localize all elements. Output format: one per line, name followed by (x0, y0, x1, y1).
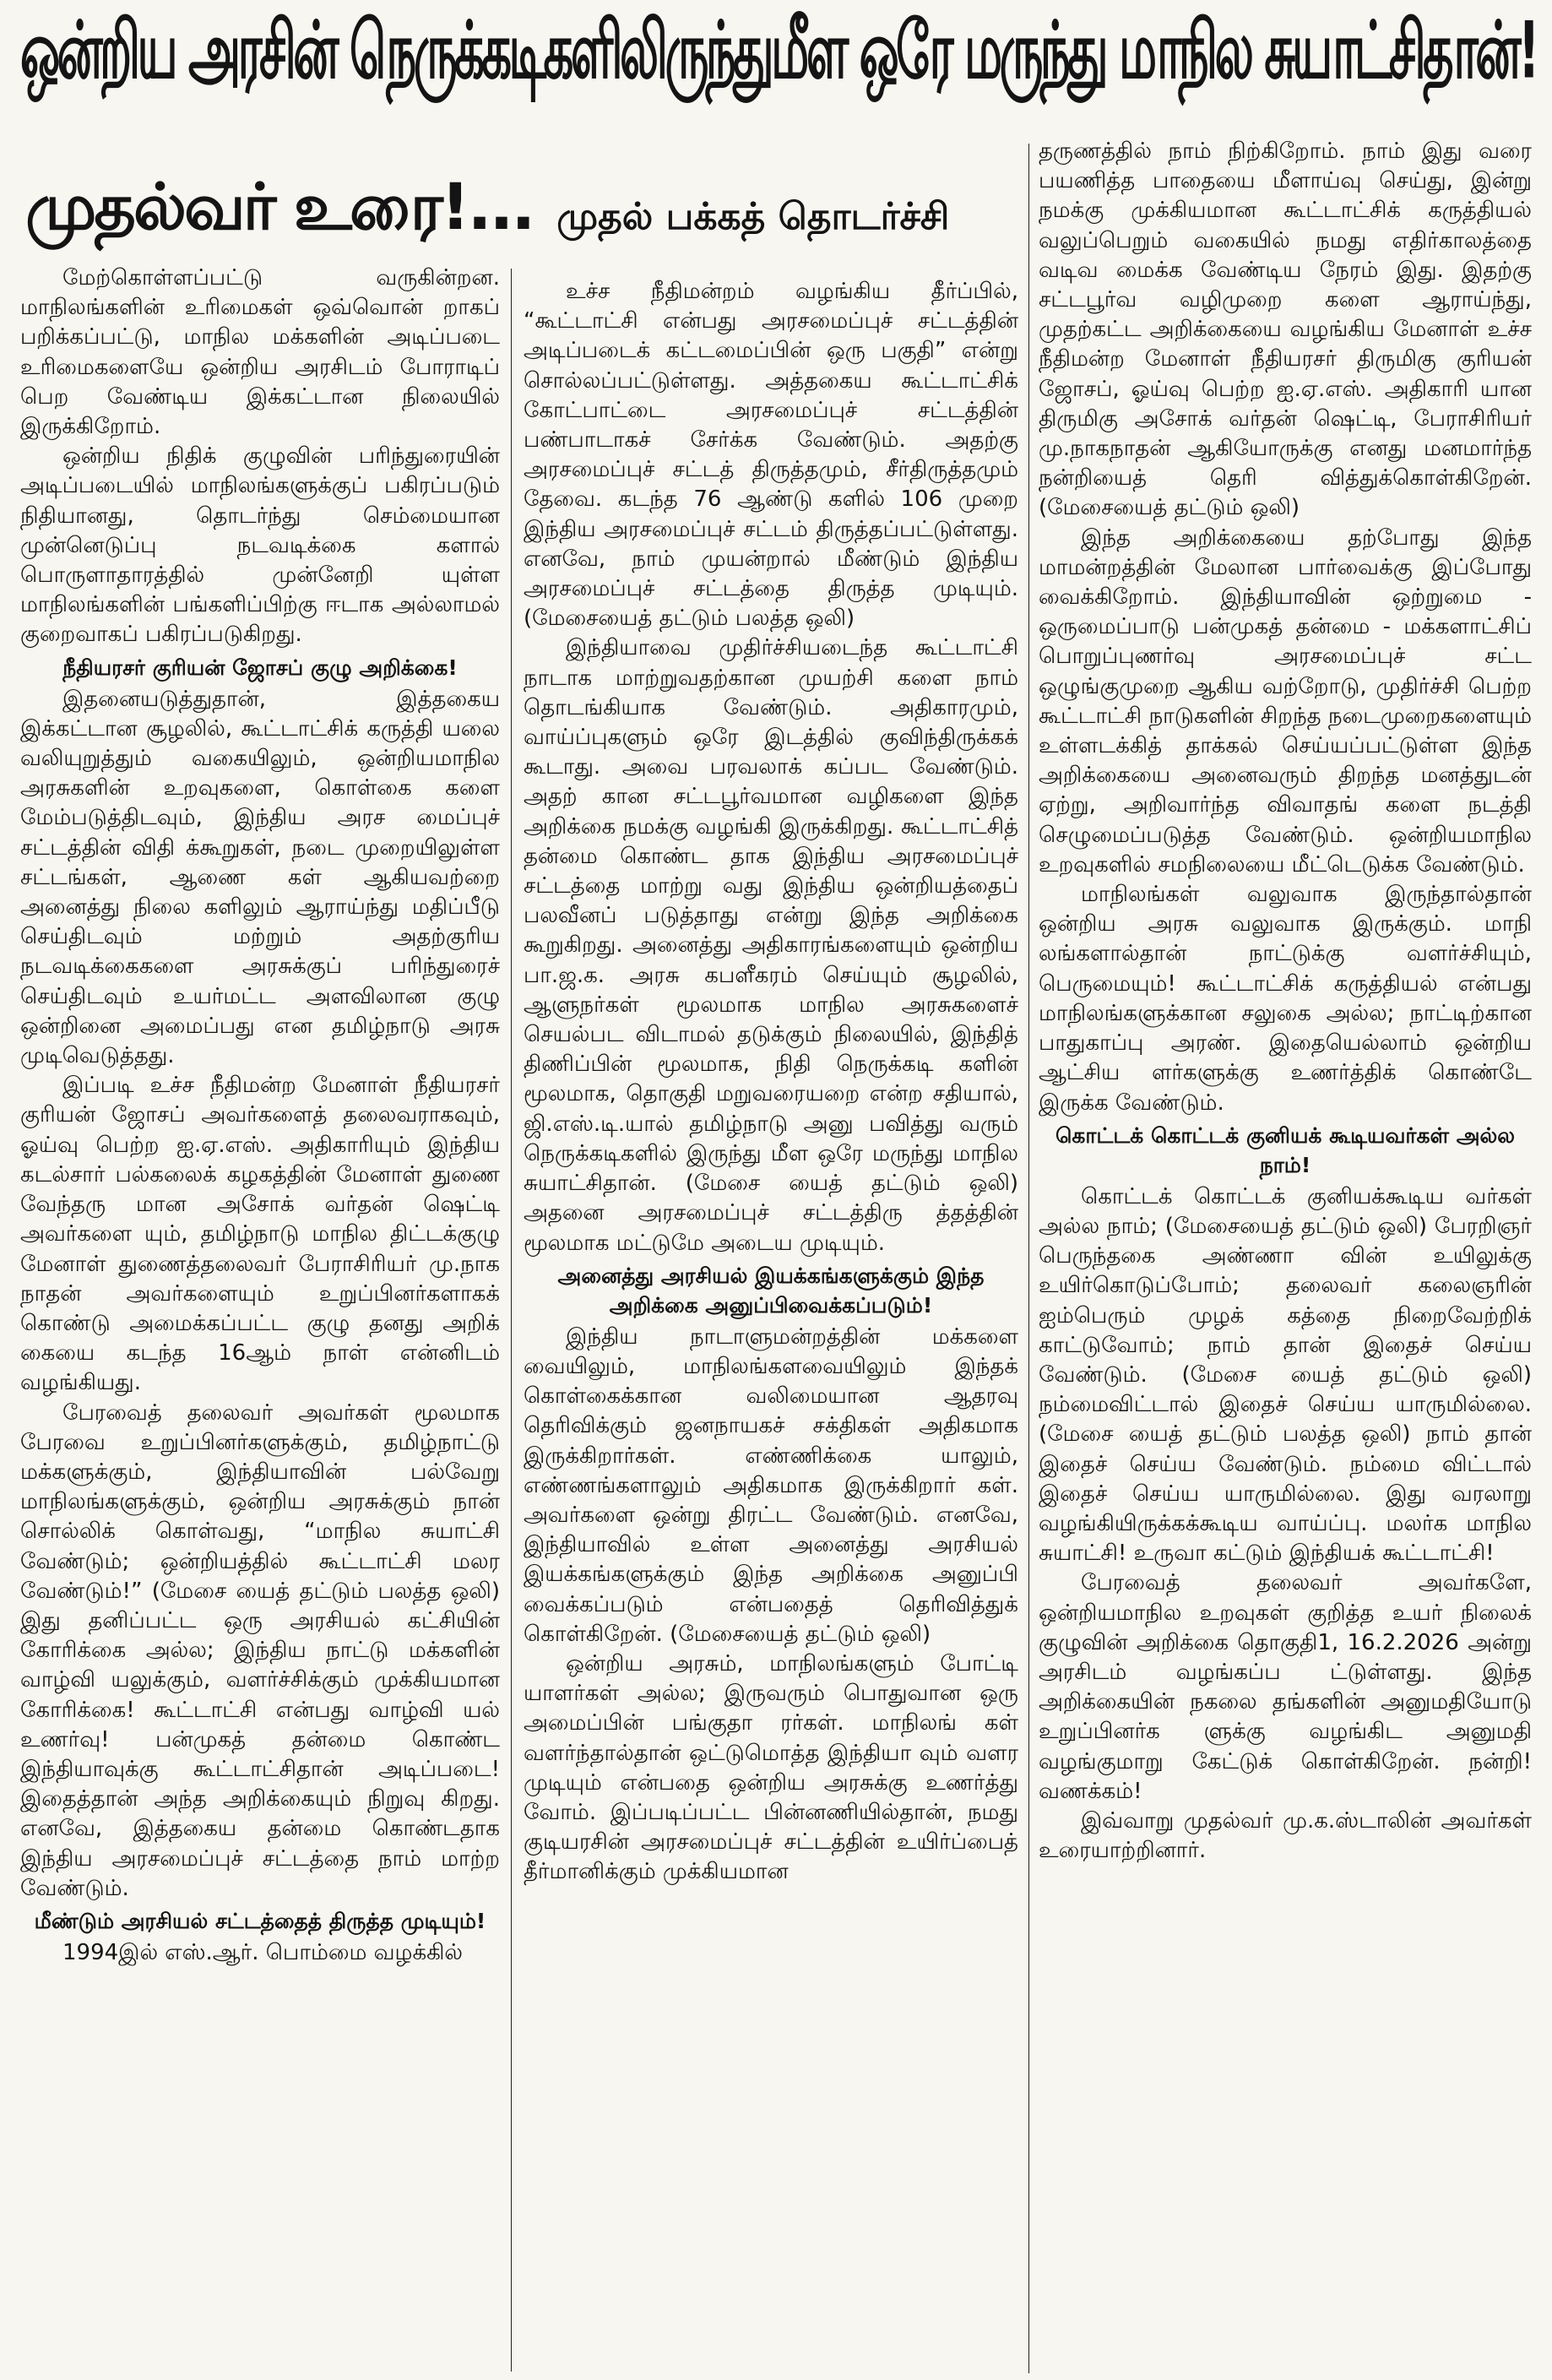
body-paragraph: ஒன்றிய அரசும், மாநிலங்களும் போட்டி யாளர்கள் அல்ல; இருவரும் பொதுவான ஒரு அமைப்பின் பங்குதா ரர்கள். மாநிலங் கள் வளர்ந்தால்தான் ஒட்டுமொத்த இந்தியா வும் வளர முடியும் என்பதை ஒன்றிய அரசுக்கு உணர்த்து வோம். இப்படிப்பட்ட பின்னணியில்தான், நமது குடியரசின் அரசமைப்புச் சட்டத்தின் உயிர்ப்பைத் தீர்மானிக்கும் முக்கியமான (524, 1650, 1018, 1885)
body-paragraph: ஒன்றிய நிதிக் குழுவின் பரிந்துரையின் அடிப்படையில் மாநிலங்களுக்குப் பகிரப்படும் நிதியானது, தொடர்ந்து செம்மையான முன்னெடுப்பு நடவடிக்கை களால் பொருளாதாரத்தில் முன்னேறி யுள்ள மாநிலங்களின் பங்களிப்பிற்கு ஈடாக அல்லாமல் குறைவாகப் பகிரப்படுகிறது. (20, 443, 500, 648)
column-divider (1028, 144, 1029, 2373)
body-paragraph: இவ்வாறு முதல்வர் மு.க.ஸ்டாலின் அவர்கள் உரையாற்றினார். (1039, 1807, 1532, 1864)
column-divider (511, 269, 512, 2372)
body-paragraph: பேரவைத் தலைவர் அவர்கள் மூலமாக பேரவை உறுப்பினர்களுக்கும், தமிழ்நாட்டு மக்களுக்கும், இந்தியாவின் பல்வேறு மாநிலங்களுக்கும், ஒன்றிய அரசுக்கும் நான் சொல்லிக் கொள்வது, “மாநில சுயாட்சி வேண்டும்; ஒன்றியத்தில் கூட்டாட்சி மலர வேண்டும்!” (மேசை யைத் தட்டும் பலத்த ஒலி) இது தனிப்பட்ட ஒரு அரசியல் கட்சியின் கோரிக்கை அல்ல; இந்திய நாட்டு மக்களின் வாழ்வி யலுக்கும், வளர்ச்சிக்கும் முக்கியமான கோரிக்கை! கூட்டாட்சி என்பது வாழ்வி யல் உணர்வு! பன்முகத் தன்மை கொண்ட இந்தியாவுக்கு கூட்டாட்சிதான் அடிப்படை! இதைத்தான் அந்த அறிக்கையும் நிறுவு கிறது. எனவே, இத்தகைய தன்மை கொண்டதாக இந்திய அரசமைப்புச் சட்டத்தை நாம் மாற்ற வேண்டும். (20, 1399, 500, 1901)
continuation-note: முதல் பக்கத் தொடர்ச்சி (556, 195, 950, 238)
body-paragraph: உச்ச நீதிமன்றம் வழங்கிய தீர்ப்பில், “கூட்டாட்சி என்பது அரசமைப்புச் சட்டத்தின் அடிப்படைக் கட்டமைப்பின் ஒரு பகுதி” என்று சொல்லப்பட்டுள்ளது. அத்தகைய கூட்டாட்சிக் கோட்பாட்டை அரசமைப்புச் சட்டத்தின் பண்பாடாகச் சேர்க்க வேண்டும். அதற்கு அரசமைப்புச் சட்டத் திருத்தமும், சீர்திருத்தமும் தேவை. கடந்த 76 ஆண்டு களில் 106 முறை இந்திய அரசமைப்புச் சட்டம் திருத்தப்பட்டுள்ளது. எனவே, நாம் முயன்றால் மீண்டும் இந்திய அரசமைப்புச் சட்டத்தை திருத்த முடியும். (மேசையைத் தட்டும் பலத்த ஒலி) (524, 279, 1018, 632)
section-subheading: மீண்டும் அரசியல் சட்டத்தைத் திருத்த முடியும்! (34, 1908, 486, 1933)
article-column-1 (20, 264, 500, 2375)
headline: ஒன்றிய அரசின் நெருக்கடிகளிலிருந்துமீள ஒரே மருந்து மாநில சுயாட்சிதான்! (20, 6, 1537, 97)
body-paragraph: மாநிலங்கள் வலுவாக இருந்தால்தான் ஒன்றிய அரசு வலுவாக இருக்கும். மாநி லங்களால்தான் நாட்டுக்கு வளர்ச்சியும், பெருமையும்! கூட்டாட்சிக் கருத்தியல் என்பது மாநிலங்களுக்கான சலுகை அல்ல; நாட்டிற்கான பாதுகாப்பு அரண். இதையெல்லாம் ஒன்றிய ஆட்சிய ளர்களுக்கு உணர்த்திக் கொண்டே இருக்க வேண்டும். (1039, 882, 1532, 1116)
section-subheading: அனைத்து அரசியல் இயக்கங்களுக்கும் இந்த அறிக்கை அனுப்பிவைக்கப்படும்! (557, 1263, 985, 1318)
body-paragraph: இந்த அறிக்கையை தற்போது இந்த மாமன்றத்தின் மேலான பார்வைக்கு இப்போது வைக்கிறோம். இந்தியாவின் ஒற்றுமை - ஒருமைப்பாடு பன்முகத் தன்மை - மக்களாட்சிப் பொறுப்புணர்வு அரசமைப்புச் சட்ட ஒழுங்குமுறை ஆகிய வற்றோடு, முதிர்ச்சி பெற்ற கூட்டாட்சி நாடுகளின் சிறந்த நடைமுறைகளையும் உள்ளடக்கித் தாக்கல் செய்யப்பட்டுள்ள இந்த அறிக்கையை அனைவரும் திறந்த மனத்துடன் ஏற்று, அறிவார்ந்த விவாதங் களை நடத்தி செழுமைப்படுத்த வேண்டும். ஒன்றியமாநில உறவுகளில் சமநிலையை மீட்டெடுக்க வேண்டும். (1039, 524, 1532, 878)
body-paragraph: கொட்டக் கொட்டக் குனியக்கூடிய வர்கள் அல்ல நாம்; (மேசையைத் தட்டும் ஒலி) பேரறிஞர் பெருந்தகை அண்ணா வின் உயிலுக்கு உயிர்கொடுப்போம்; தலைவர் கலைஞரின் ஐம்பெரும் முழக் கத்தை நிறைவேற்றிக் காட்டுவோம்; நாம் தான் இதைச் செய்ய வேண்டும். (மேசை யைத் தட்டும் ஒலி) நம்மைவிட்டால் இதைச் செய்ய யாருமில்லை. (மேசை யைத் தட்டும் பலத்த ஒலி) நாம் தான் இதைச் செய்ய வேண்டும். நம்மை விட்டால் இதைச் செய்ய யாருமில்லை. இது வரலாறு வழங்கியிருக்கக்கூடிய வாய்ப்பு. மலர்க மாநில சுயாட்சி! உருவா கட்டும் இந்தியக் கூட்டாட்சி! (1039, 1183, 1532, 1567)
section-subheading: நீதியரசர் குரியன் ஜோசப் குழு அறிக்கை! (62, 655, 458, 680)
body-paragraph: இந்திய நாடாளுமன்றத்தின் மக்களை வையிலும், மாநிலங்களவையிலும் இந்தக் கொள்கைக்கான வலிமையான ஆதரவு தெரிவிக்கும் ஜனநாயகச் சக்திகள் அதிகமாக இருக்கிறார்கள். எண்ணிக்கை யாலும், எண்ணங்களாலும் அதிகமாக இருக்கிறார் கள். அவர்களை ஒன்று திரட்ட வேண்டும். எனவே, இந்தியாவில் உள்ள அனைத்து அரசியல் இயக்கங்களுக்கும் இந்த அறிக்கை அனுப்பி வைக்கப்படும் என்பதைத் தெரிவித்துக் கொள்கிறேன். (மேசையைத் தட்டும் ஒலி) (524, 1323, 1018, 1647)
subheadline-main: முதல்வர் உரை!... (25, 169, 534, 244)
body-paragraph: இதனையடுத்துதான், இத்தகைய இக்கட்டான சூழலில், கூட்டாட்சிக் கருத்தி யலை வலியுறுத்தும் வகையிலும், ஒன்றியமாநில அரசுகளின் உறவுகளை, கொள்கை களை மேம்படுத்திடவும், இந்திய அரச மைப்புச் சட்டத்தின் விதி க்கூறுகள், நடை முறையிலுள்ள சட்டங்கள், ஆணை கள் ஆகியவற்றை அனைத்து நிலை களிலும் ஆராய்ந்து மதிப்பீடு செய்திடவும் மற்றும் அதற்குரிய நடவடிக்கைகளை அரசுக்குப் பரிந்துரைச் செய்திடவும் உயர்மட்ட அளவிலான குழு ஒன்றினை அமைப்பது என தமிழ்நாடு அரசு முடிவெடுத்தது. (20, 686, 500, 1069)
article-column-3 (1039, 137, 1532, 2375)
body-paragraph: இந்தியாவை முதிர்ச்சியடைந்த கூட்டாட்சி நாடாக மாற்றுவதற்கான முயற்சி களை நாம் தொடங்கியாக வேண்டும். அதிகாரமும், வாய்ப்புகளும் ஒரே இடத்தில் குவிந்திருக்கக் கூடாது. அவை பரவலாக் கப்பட வேண்டும். அதற் கான சட்டபூர்வமான வழிகளை இந்த அறிக்கை நமக்கு வழங்கி இருக்கிறது. கூட்டாட்சித் தன்மை கொண்ட தாக இந்திய அரசமைப்புச் சட்டத்தை மாற்று வது இந்திய ஒன்றியத்தைப் பலவீனப் படுத்தாது என்று இந்த அறிக்கை கூறுகிறது. அனைத்து அதிகாரங்களையும் ஒன்றிய பா.ஜ.க. அரசு கபளீகரம் செய்யும் சூழலில், ஆளுநர்கள் மூலமாக மாநில அரசுகளைச் செயல்பட விடாமல் தடுக்கும் நிலையில், இந்தித் திணிப்பின் மூலமாக, நிதி நெருக்கடி களின் மூலமாக, தொகுதி மறுவரையறை என்ற சதியால், ஜி.எஸ்.டி.யால் தமிழ்நாடு அனு பவித்து வரும் நெருக்கடிகளில் இருந்து மீள ஒரே மருந்து மாநில சுயாட்சிதான். (மேசை யைத் தட்டும் ஒலி) அதனை அரசமைப்புச் சட்டத்திரு த்தத்தின் மூலமாக மட்டுமே அடைய முடியும். (524, 635, 1018, 1256)
subheadline (25, 169, 1022, 245)
body-paragraph: இப்படி உச்ச நீதிமன்ற மேனாள் நீதியரசர் குரியன் ஜோசப் அவர்களைத் தலைவராகவும், ஓய்வு பெற்ற ஐ.ஏ.எஸ். அதிகாரியும் இந்திய கடல்சார் பல்கலைக் கழகத்தின் மேனாள் துணை வேந்தரு மான அசோக் வர்தன் ஷெட்டி அவர்களை யும், தமிழ்நாடு மாநில திட்டக்குழு மேனாள் துணைத்தலைவர் பேராசிரியர் மு.நாக நாதன் அவர்களையும் உறுப்பினர்களாகக் கொண்டு அமைக்கப்பட்ட குழு தனது அறிக் கையை கடந்த 16ஆம் நாள் என்னிடம் வழங்கியது. (20, 1073, 500, 1396)
section-subheading: கொட்டக் கொட்டக் குனியக் கூடியவர்கள் அல்ல நாம்! (1055, 1122, 1516, 1177)
body-paragraph: மேற்கொள்ளப்பட்டு வருகின்றன. மாநிலங்களின் உரிமைகள் ஒவ்வொன் றாகப் பறிக்கப்பட்டு, மாநில மக்களின் அடிப்படை உரிமைகளையே ஒன்றிய அரசிடம் போராடிப் பெற வேண்டிய இக்கட்டான நிலையில் இருக்கிறோம். (20, 265, 500, 440)
body-paragraph: 1994இல் எஸ்.ஆர். பொம்மை வழக்கில் (62, 1939, 463, 1965)
body-paragraph: பேரவைத் தலைவர் அவர்களே, ஒன்றியமாநில உறவுகள் குறித்த உயர் நிலைக் குழுவின் அறிக்கை தொகுதி1, 16.2.2026 அன்று அரசிடம் வழங்கப்ப ட்டுள்ளது. இந்த அறிக்கையின் நகலை தங்களின் அனுமதியோடு உறுப்பினர்க ளுக்கு வழங்கிட அனுமதி வழங்குமாறு கேட்டுக் கொள்கிறேன். நன்றி! வணக்கம்! (1039, 1570, 1532, 1804)
article-column-2 (524, 277, 1018, 2375)
body-paragraph: தருணத்தில் நாம் நிற்கிறோம். நாம் இது வரை பயணித்த பாதையை மீளாய்வு செய்து, இன்று நமக்கு முக்கியமான கூட்டாட்சிக் கருத்தியல் வலுப்பெறும் வகையில் நமது எதிர்காலத்தை வடிவ மைக்க வேண்டிய நேரம் இது. இதற்கு சட்டபூர்வ வழிமுறை களை ஆராய்ந்து, முதற்கட்ட அறிக்கையை வழங்கிய மேனாள் உச்ச நீதிமன்ற மேனாள் நீதியரசர் திருமிகு குரியன் ஜோசப், ஓய்வு பெற்ற ஐ.ஏ.எஸ். அதிகாரி யான திருமிகு அசோக் வர்தன் ஷெட்டி, பேராசிரியர் மு.நாகநாதன் ஆகியோருக்கு எனது மனமார்ந்த நன்றியைத் தெரி வித்துக்கொள்கிறேன். (மேசையைத் தட்டும் ஒலி) (1039, 139, 1532, 521)
